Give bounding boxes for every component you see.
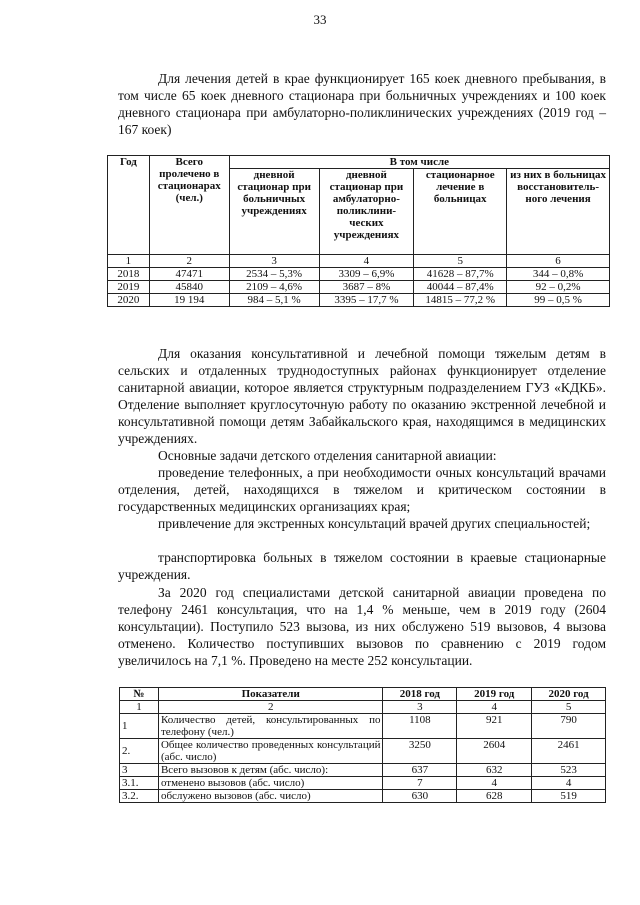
table2-cell: обслужено вызовов (абс. число)	[158, 790, 383, 803]
page-number: 33	[313, 12, 327, 27]
table2-cell: 1	[120, 701, 159, 714]
task-3-paragraph: транспортировка больных в тяжелом состоянии в краевые стационарные учреждения.	[118, 550, 606, 582]
table2-cell: 632	[457, 764, 532, 777]
table2-cell: 2604	[457, 739, 532, 764]
table1-cell: 5	[414, 255, 507, 268]
hospital-treatment-table	[107, 155, 610, 307]
table1-cell: 40044 – 87,4%	[414, 281, 507, 294]
table1-header-total: Всего пролечено в стационарах (чел.)	[149, 156, 229, 255]
table1-cell: 2020	[108, 294, 150, 307]
table1-cell: 2019	[108, 281, 150, 294]
table2-cell: 523	[532, 764, 606, 777]
table2-row	[120, 790, 606, 803]
table2-header: 2018 год	[383, 688, 457, 701]
task-2-paragraph: привлечение для экстренных консультаций врачей других специальностей;	[158, 516, 591, 531]
table1-cell: 2109 – 4,6%	[229, 281, 319, 294]
table2-cell: 2461	[532, 739, 606, 764]
intro-paragraph: Для лечения детей в крае функционирует 165 коек дневного пребывания, в том числе 65 коек дневного стационара при больничных учреждениях и 100 коек дневного стационара при амбулаторно-поликлинических учреждениях (2019 год – 167 коек)	[118, 71, 606, 137]
table2-cell: 921	[457, 714, 532, 739]
table1-subheader: стационарное лечение в больницах	[414, 169, 507, 255]
table2-number-row	[120, 701, 606, 714]
table2-cell: 2	[158, 701, 383, 714]
table1-cell: 4	[319, 255, 414, 268]
table2-cell: 7	[383, 777, 457, 790]
table1-subheader: дневной стационар при больничных учреждениях	[229, 169, 319, 255]
table2-row	[120, 777, 606, 790]
table2-header: №	[120, 688, 159, 701]
table1-cell: 2	[149, 255, 229, 268]
table2-row	[120, 739, 606, 764]
table2-row	[120, 714, 606, 739]
table1-row	[108, 294, 610, 307]
table1-header-year: Год	[108, 156, 150, 255]
summary-2020-paragraph: За 2020 год специалистами детской санитарной авиации проведена по телефону 2461 консультация, что на 1,4 % меньше, чем в 2019 году (2604 консультации). Поступило 523 вызова, из них обслужено 519 вызовов, 4 вызова отменено. Количество поступивших вызовов по сравнению с 2019 годом увеличилось на 7,1 %. Проведено на месте 252 консультации.	[118, 585, 606, 668]
table1-header-row	[108, 156, 610, 169]
table2-cell: 4	[457, 701, 532, 714]
table2-cell: Количество детей, консультированных по телефону (чел.)	[158, 714, 383, 739]
table2-header: 2019 год	[457, 688, 532, 701]
table2-cell: Общее количество проведенных консультаций (абс. число)	[158, 739, 383, 764]
task-1-paragraph: проведение телефонных, а при необходимости очных консультаций врачами отделения, детей, находящихся в тяжелом и критическом состоянии в государственных медицинских организациях края;	[118, 465, 606, 514]
table1-cell: 45840	[149, 281, 229, 294]
table1-cell: 47471	[149, 268, 229, 281]
aviation-paragraph: Для оказания консультативной и лечебной помощи тяжелым детям в сельских и отдаленных труднодоступных районах функционирует отделение санитарной авиации, которое является структурным подразделением ГУЗ «КДКБ». Отделение выполняет круглосуточную работу по оказанию экстренной лечебной и консультативной помощи детям Забайкальского края, находящимся в медицинских учреждениях.	[118, 346, 606, 446]
table2-cell: Всего вызовов к детям (абс. число):	[158, 764, 383, 777]
table1-subheader: из них в больницах восстановитель-ного лечения	[507, 169, 610, 255]
table2-cell: 628	[457, 790, 532, 803]
table1-cell: 1	[108, 255, 150, 268]
table2-cell: 3.1.	[120, 777, 159, 790]
table2-cell: 3	[120, 764, 159, 777]
table2-cell: 3250	[383, 739, 457, 764]
table1-cell: 3395 – 17,7 %	[319, 294, 414, 307]
table1-cell: 99 – 0,5 %	[507, 294, 610, 307]
tasks-heading-paragraph: Основные задачи детского отделения санитарной авиации:	[158, 448, 497, 463]
table2-header: Показатели	[158, 688, 383, 701]
table1-cell: 3687 – 8%	[319, 281, 414, 294]
table1-cell: 6	[507, 255, 610, 268]
table1-cell: 2018	[108, 268, 150, 281]
table1-cell: 344 – 0,8%	[507, 268, 610, 281]
table2-cell: 3	[383, 701, 457, 714]
table2-cell: 4	[457, 777, 532, 790]
table1-cell: 19 194	[149, 294, 229, 307]
table2-header-row	[120, 688, 606, 701]
table1-row	[108, 281, 610, 294]
table1-cell: 41628 – 87,7%	[414, 268, 507, 281]
table2-cell: отменено вызовов (абс. число)	[158, 777, 383, 790]
table2-cell: 790	[532, 714, 606, 739]
table1-row	[108, 268, 610, 281]
table2-cell: 2.	[120, 739, 159, 764]
table1-cell: 2534 – 5,3%	[229, 268, 319, 281]
table2-cell: 1108	[383, 714, 457, 739]
table2-cell: 3.2.	[120, 790, 159, 803]
table1-number-row	[108, 255, 610, 268]
aviation-stats-table	[119, 687, 606, 803]
table2-cell: 630	[383, 790, 457, 803]
table1-cell: 3309 – 6,9%	[319, 268, 414, 281]
table1-cell: 92 – 0,2%	[507, 281, 610, 294]
table2-cell: 5	[532, 701, 606, 714]
table1-cell: 984 – 5,1 %	[229, 294, 319, 307]
table1-cell: 3	[229, 255, 319, 268]
table2-cell: 637	[383, 764, 457, 777]
table1-subheader: дневной стационар при амбулаторно-поликлини-ческих учреждениях	[319, 169, 414, 255]
table2-cell: 1	[120, 714, 159, 739]
table1-header-including: В том числе	[229, 156, 609, 169]
table2-row	[120, 764, 606, 777]
table2-cell: 4	[532, 777, 606, 790]
table1-cell: 14815 – 77,2 %	[414, 294, 507, 307]
table2-header: 2020 год	[532, 688, 606, 701]
table2-cell: 519	[532, 790, 606, 803]
